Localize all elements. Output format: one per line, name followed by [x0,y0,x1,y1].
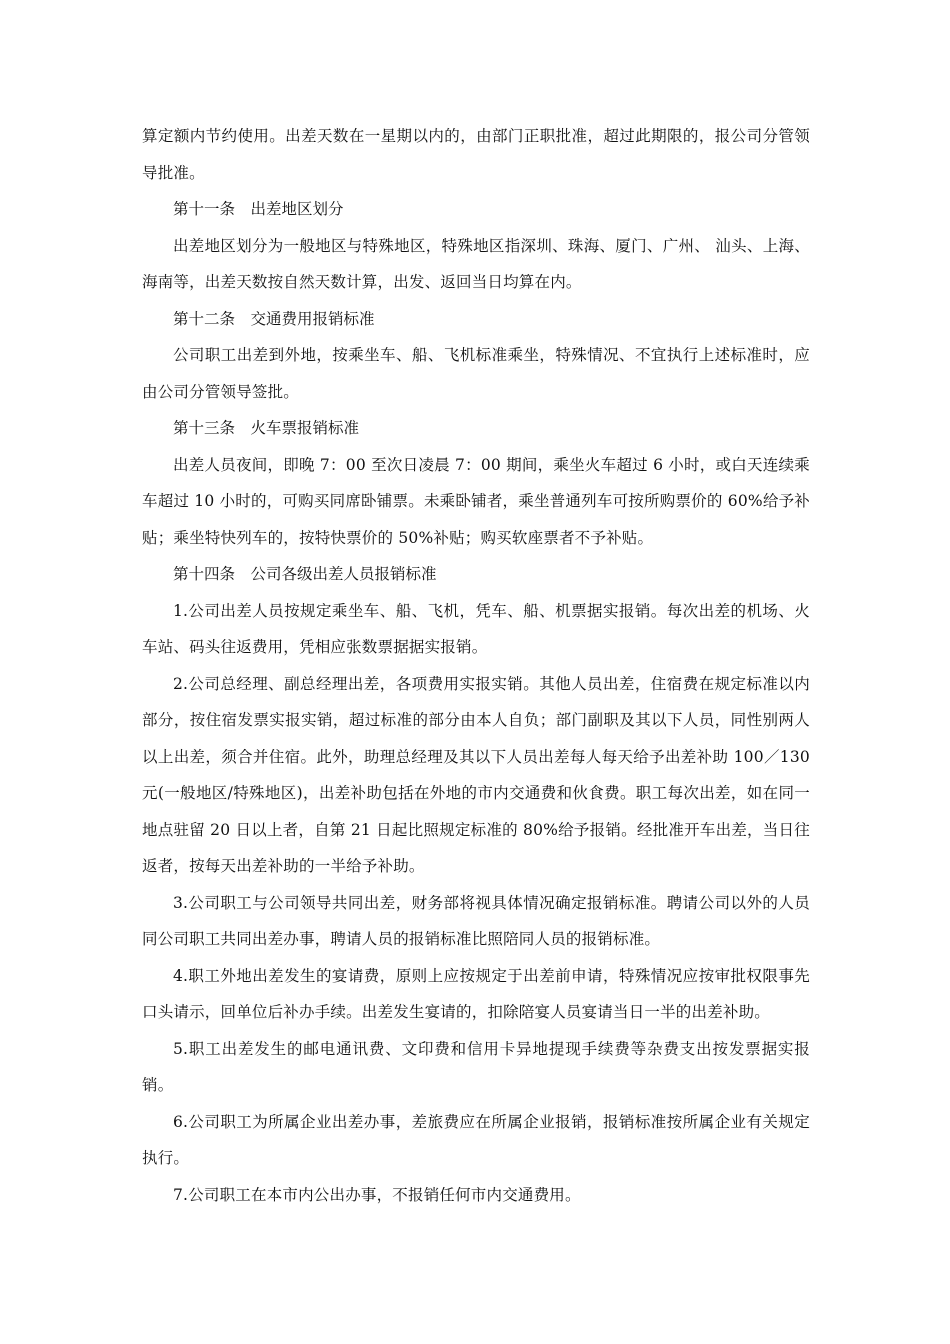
continued-paragraph: 算定额内节约使用。出差天数在一星期以内的，由部门正职批准，超过此期限的，报公司分管领导批准。 [142,127,810,182]
article-12-body: 公司职工出差到外地，按乘坐车、船、飞机标准乘坐，特殊情况、不宜执行上述标准时，应由公司分管领导签批。 [142,346,810,401]
article-14-heading: 第十四条 公司各级出差人员报销标准 [173,565,437,583]
article-13-body: 出差人员夜间，即晚 7：00 至次日凌晨 7：00 期间，乘坐火车超过 6 小时，或白天连续乘车超过 10 小时的，可购买同席卧铺票。未乘卧铺者，乘坐普通列车可按所购票价的 60%给予补贴；乘坐特快列车的，按特快票价的 50%补贴；购买软座票者不予补贴。 [142,455,810,547]
article-11-heading: 第十一条 出差地区划分 [173,200,344,218]
article-14-item-7: 7.公司职工在本市内公出办事，不报销任何市内交通费用。 [173,1185,581,1204]
article-14-item-3: 3.公司职工与公司领导共同出差，财务部将视具体情况确定报销标准。聘请公司以外的人员同公司职工共同出差办事，聘请人员的报销标准比照陪同人员的报销标准。 [142,893,810,948]
article-13-heading: 第十三条 火车票报销标准 [173,419,360,437]
article-11-body: 出差地区划分为一般地区与特殊地区，特殊地区指深圳、珠海、厦门、广州、 汕头、上海、海南等，出差天数按自然天数计算，出发、返回当日均算在内。 [142,236,810,291]
article-12-heading: 第十二条 交通费用报销标准 [173,309,375,328]
article-14-item-5: 5.职工出差发生的邮电通讯费、文印费和信用卡异地提现手续费等杂费支出按发票据实报销。 [142,1039,810,1094]
article-14-item-4: 4.职工外地出差发生的宴请费，原则上应按规定于出差前申请，特殊情况应按审批权限事先口头请示，回单位后补办手续。出差发生宴请的，扣除陪宴人员宴请当日一半的出差补助。 [142,966,810,1021]
article-14-item-1: 1.公司出差人员按规定乘坐车、船、飞机，凭车、船、机票据实报销。每次出差的机场、火车站、码头往返费用，凭相应张数票据据实报销。 [142,601,810,656]
article-14-item-2: 2.公司总经理、副总经理出差，各项费用实报实销。其他人员出差，住宿费在规定标准以内部分，按住宿发票实报实销，超过标准的部分由本人自负；部门副职及其以下人员，同性别两人以上出差，须合并住宿。此外，助理总经理及其以下人员出差每人每天给予出差补助 100／130 元(一般地区/特殊地区)，出差补助包括在外地的市内交通费和伙食费。职工每次出差，如在同一地点驻留 20 日以上者，自第 21 日起比照规定标准的 80%给予报销。经批准开车出差，当日往返者，按每天出差补助的一半给予补助。 [142,674,810,875]
document-body [142,118,810,1213]
article-14-item-6: 6.公司职工为所属企业出差办事，差旅费应在所属企业报销，报销标准按所属企业有关规定执行。 [142,1112,810,1167]
